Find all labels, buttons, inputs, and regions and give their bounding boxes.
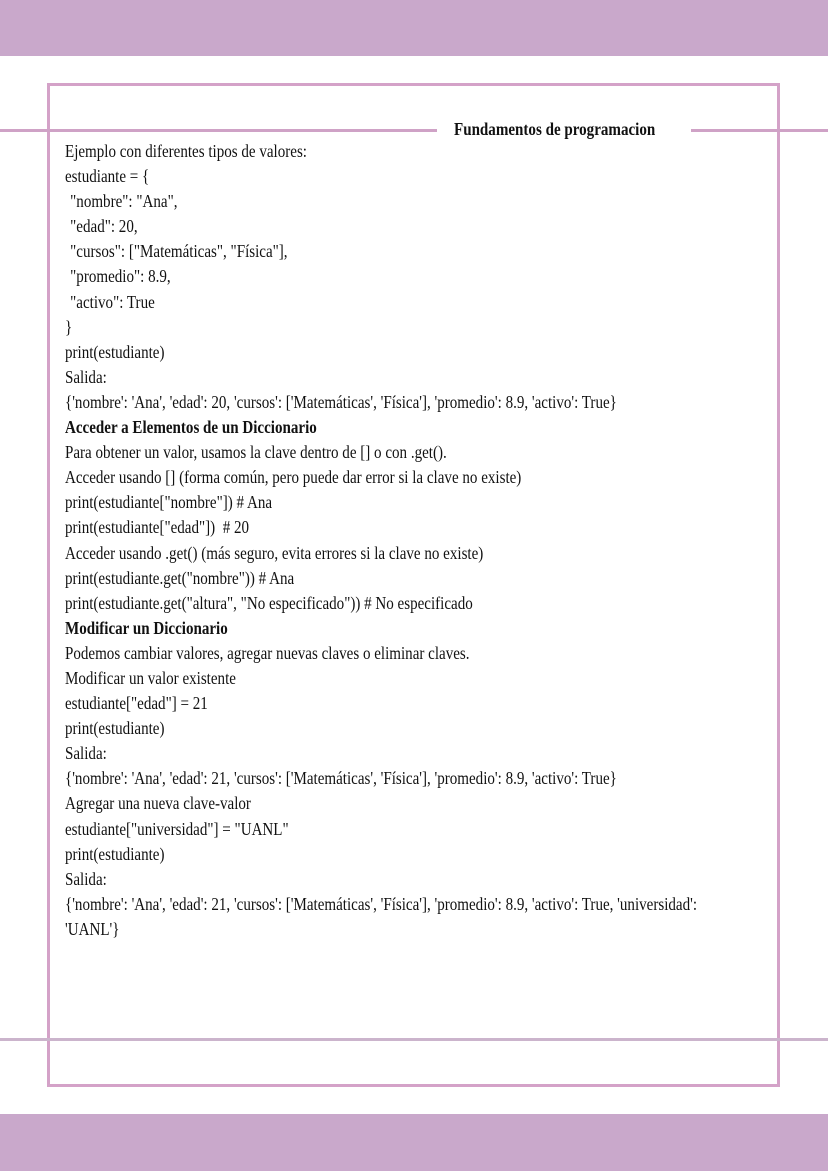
paragraph: Modificar un valor existente [65,667,236,688]
document-body [65,139,828,942]
output-label: Salida: [65,743,107,764]
code-line: print(estudiante["edad"]) # 20 [65,517,250,538]
paragraph: Acceder usando [] (forma común, pero puede dar error si la clave no existe) [65,467,522,488]
output-label: Salida: [65,868,107,889]
code-line: print(estudiante) [65,341,165,362]
output-line: {'nombre': 'Ana', 'edad': 21, 'cursos': ['Matemáticas', 'Física'], 'promedio': 8.9, 'activo': True} [65,768,617,789]
footer-rule [0,1038,828,1041]
code-line: print(estudiante) [65,718,165,739]
code-line: "cursos": ["Matemáticas", "Física"], [70,241,288,262]
code-line: estudiante["universidad"] = "UANL" [65,818,289,839]
code-line: estudiante["edad"] = 21 [65,693,208,714]
output-line: {'nombre': 'Ana', 'edad': 21, 'cursos': ['Matemáticas', 'Física'], 'promedio': 8.9, 'activo': True, 'universidad': [65,893,698,914]
code-line: "promedio": 8.9, [70,266,171,287]
code-line: } [65,316,73,337]
header-rule-right [691,129,828,132]
paragraph: Podemos cambiar valores, agregar nuevas claves o eliminar claves. [65,642,470,663]
page-header-title: Fundamentos de programacion [454,119,656,139]
bottom-decorative-band [0,1114,828,1171]
paragraph: Acceder usando .get() (más seguro, evita errores si la clave no existe) [65,542,484,563]
section-heading-modify: Modificar un Diccionario [65,617,228,638]
code-line: "activo": True [70,291,155,312]
output-line: {'nombre': 'Ana', 'edad': 20, 'cursos': ['Matemáticas', 'Física'], 'promedio': 8.9, 'activo': True} [65,391,617,412]
header-rule-left [0,129,437,132]
top-decorative-band [0,0,828,56]
paragraph: Agregar una nueva clave-valor [65,793,251,814]
code-line: estudiante = { [65,166,150,187]
output-line: 'UANL'} [65,918,120,939]
output-label: Salida: [65,366,107,387]
section-heading-access: Acceder a Elementos de un Diccionario [65,417,317,438]
code-line: print(estudiante.get("nombre")) # Ana [65,567,295,588]
paragraph: Para obtener un valor, usamos la clave dentro de [] o con .get(). [65,442,447,463]
code-line: "edad": 20, [70,216,138,237]
code-line: print(estudiante) [65,843,165,864]
code-line: print(estudiante["nombre"]) # Ana [65,492,273,513]
intro-text: Ejemplo con diferentes tipos de valores: [65,141,307,161]
code-line: print(estudiante.get("altura", "No especificado")) # No especificado [65,592,473,613]
code-line: "nombre": "Ana", [70,191,178,212]
